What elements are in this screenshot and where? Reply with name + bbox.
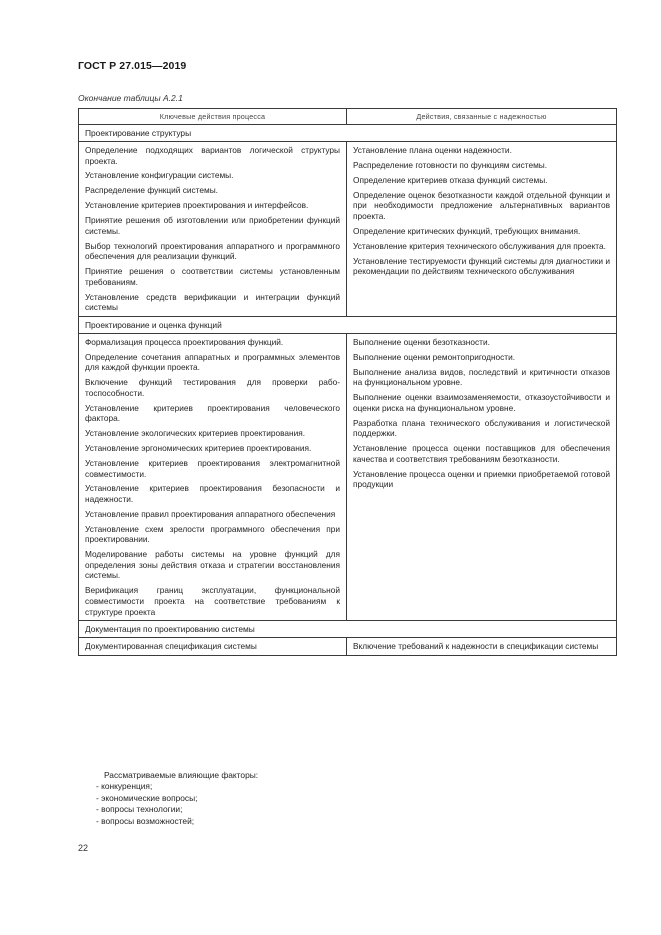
section-content-row <box>79 638 617 656</box>
reliability-actions-cell <box>347 142 617 317</box>
action-item: Выбор технологий проектирования аппаратного и программного обеспечения для реализации функций. <box>85 240 340 262</box>
action-item: Определение оценок безотказности каждой отдельной функции и при необходимости предложение альтернативных вариантов проекта. <box>353 189 610 221</box>
action-item: Моделирование работы системы на уровне функций для определения зоны действия отказа и стратегии восстановления системы. <box>85 549 340 581</box>
action-item: Установление критериев проектирования человеческого фактора. <box>85 402 340 424</box>
action-item: Определение подходящих вариантов логической структуры проекта. <box>85 145 340 166</box>
section-header-row <box>79 125 617 142</box>
action-item: Определение сочетания аппаратных и программных элементов для каждой функции проекта. <box>85 351 340 373</box>
action-item: Установление критерия технического обслуживания для проекта. <box>353 240 606 251</box>
action-item: Включение требований к надежности в спецификации системы <box>353 641 599 652</box>
action-item: Разработка плана технического обслуживания и логистической поддержки. <box>353 417 610 439</box>
action-item: Установление критериев проектирования безопасности и надежности. <box>85 483 340 504</box>
section-content-row <box>79 142 617 317</box>
action-item: Выполнение оценки ремонтопригодности. <box>353 351 516 362</box>
section-title: Проектирование и оценка функций <box>79 316 617 333</box>
action-item: Формализация процесса проектирования функций. <box>85 336 284 347</box>
action-item: Распределение функций системы. <box>85 185 218 196</box>
factor-item: - вопросы технологии; <box>96 804 183 815</box>
section-content-row <box>79 333 617 620</box>
column-header-reliability-actions: Действия, связанные с надежностью <box>347 109 617 125</box>
action-item: Включение функций тестирования для проверки работоспособности. <box>85 377 340 398</box>
action-item: Определение критических функций, требующих внимания. <box>353 225 581 236</box>
section-header-row <box>79 621 617 638</box>
reliability-actions-cell <box>347 638 617 656</box>
action-item: Установление критериев проектирования электромагнитной совместимости. <box>85 457 340 479</box>
key-actions-cell <box>79 142 347 317</box>
reliability-actions-table <box>78 108 617 656</box>
action-item: Выполнение анализа видов, последствий и критичности отказов на функциональном уровне. <box>353 366 610 388</box>
action-item: Выполнение оценки взаимозаменяемости, отказоустойчивости и оценки риска на функциональном уровне. <box>353 392 610 413</box>
section-title: Документация по проектированию системы <box>79 621 617 638</box>
reliability-actions-cell <box>347 333 617 620</box>
action-item: Установление средств верификации и интеграции функций системы <box>85 291 340 313</box>
factors-intro: Рассматриваемые влияющие факторы: <box>104 770 259 780</box>
action-item: Установление эргономических критериев проектирования. <box>85 443 312 454</box>
document-code-header: ГОСТ Р 27.015—2019 <box>78 60 187 72</box>
factor-item: - конкуренция; <box>96 781 153 792</box>
action-item: Определение критериев отказа функций системы. <box>353 174 548 185</box>
action-item: Установление конфигурации системы. <box>85 170 234 181</box>
section-header-row <box>79 316 617 333</box>
action-item: Принятие решения об изготовлении или приобретении функций системы. <box>85 215 340 236</box>
action-item: Установление плана оценки надежности. <box>353 145 512 155</box>
section-title: Проектирование структуры <box>79 125 617 142</box>
influencing-factors-list <box>96 770 259 827</box>
action-item: Документированная спецификация системы <box>85 641 257 652</box>
page-number: 22 <box>78 843 89 853</box>
action-item: Установление тестируемости функций системы для диагностики и рекомендации по действиям технического обслуживания <box>353 255 610 277</box>
action-item: Верификация границ эксплуатации, функциональной совместимости проекта на соответствие требованиям к структуре проекта <box>85 585 340 617</box>
key-actions-cell <box>79 638 347 656</box>
table-caption: Окончание таблицы А.2.1 <box>78 93 183 103</box>
action-item: Распределение готовности по функциям системы. <box>353 159 548 170</box>
column-header-key-actions: Ключевые действия процесса <box>79 109 347 125</box>
factor-item: - экономические вопросы; <box>96 792 198 803</box>
action-item: Установление критериев проектирования и интерфейсов. <box>85 200 309 211</box>
action-item: Установление схем зрелости программного обеспечения при проектировании. <box>85 523 340 545</box>
action-item: Принятие решения о соответствии системы установленным требованиям. <box>85 266 340 287</box>
key-actions-cell <box>79 333 347 620</box>
factor-item: - вопросы возможностей; <box>96 815 195 826</box>
table-column-header-row <box>79 109 617 125</box>
action-item: Установление процесса оценки поставщиков для обеспечения качества и соответствия требованиям безотказности. <box>353 443 610 464</box>
action-item: Установление процесса оценки и приемки приобретаемой готовой продукции <box>353 468 610 490</box>
action-item: Установление экологических критериев проектирования. <box>85 428 306 439</box>
action-item: Установление правил проектирования аппаратного обеспечения <box>85 508 336 519</box>
table-body <box>79 109 617 656</box>
action-item: Выполнение оценки безотказности. <box>353 336 490 347</box>
